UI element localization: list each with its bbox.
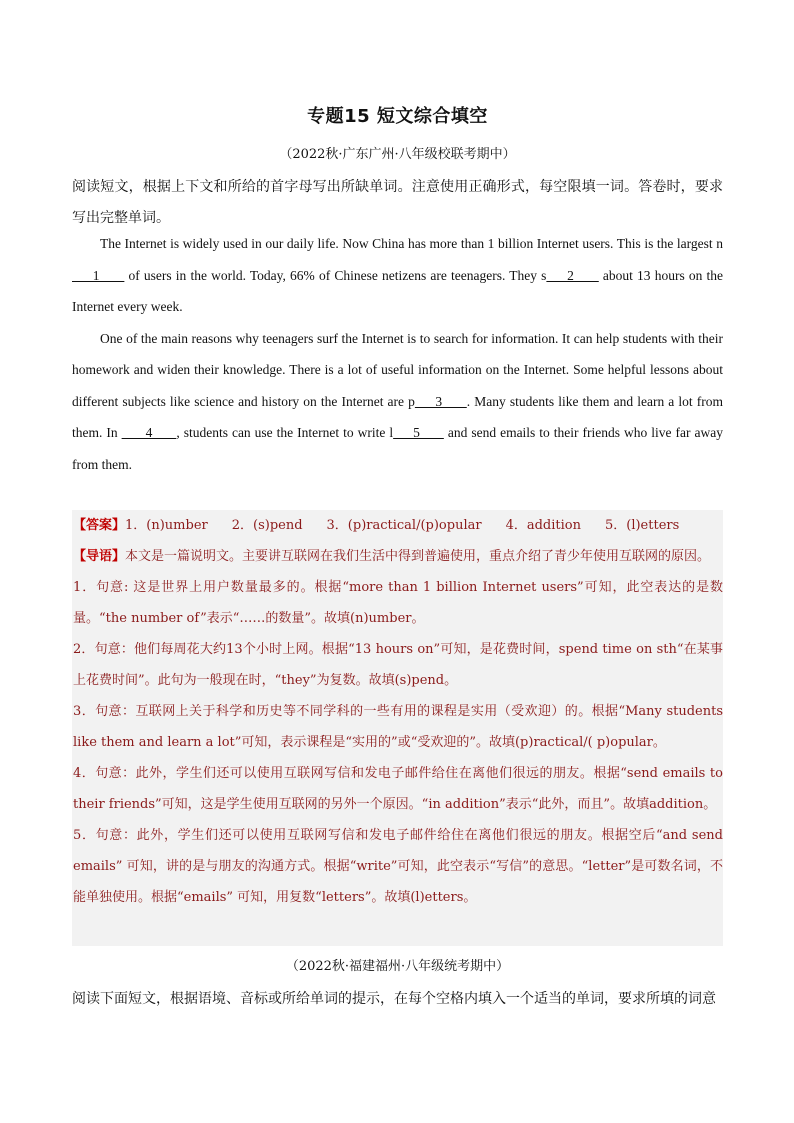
analysis-item-4: 4．句意：此外，学生们还可以使用互联网写信和发电子邮件给住在离他们很远的朋友。根据“send emails to their friends”可知，这是学生使用互联网的另外一个原因。“in addition”表示“此外，而且”。故填addition。 [73, 766, 723, 812]
answer-item: 1．(n)umber [125, 518, 208, 533]
analysis-item-2: 2．句意：他们每周花大约13个小时上网。根据“13 hours on”可知，是花费时间，spend time on sth“在某事上花费时间”。此句为一般现在时，“they”为复数。故填(s)pend。 [73, 642, 723, 688]
blank-2: 2 [546, 267, 599, 283]
answer-item: 5．(l)etters [604, 518, 680, 533]
exam-source: （2022秋·广东广州·八年级校联考期中） [279, 147, 516, 162]
answer-item: 2．(s)pend [231, 518, 303, 533]
passage-paragraph-1: The Internet is widely used in our daily life. Now China has more than 1 billion Internet users. This is the largest n 1 of users in the world. Today, 66% of Chinese netizens are teenagers. They s 2 about 13 hours on the Internet every week. [72, 236, 723, 314]
analysis-list [72, 572, 723, 913]
answer-list [72, 510, 723, 541]
blank-5: 5 [393, 425, 444, 440]
analysis-item-3: 3．句意：互联网上关于科学和历史等不同学科的一些有用的课程是实用（受欢迎）的。根据“Many students like them and learn a lot”可知，表示课程是“实用的”或“受欢迎的”。故填(p)ractical/( p)opular。 [73, 704, 723, 750]
page-title: 专题15 短文综合填空 [307, 106, 488, 127]
answer-section [72, 510, 723, 946]
analysis-item-5: 5．句意：此外，学生们还可以使用互联网写信和发电子邮件给住在离他们很远的朋友。根据空后“and send emails” 可知，讲的是与朋友的沟通方式。根据“write”可知，此空表示“写信”的意思。“letter”是可数名词，不能单独使用。根据“emails” 可知，用复数“letters”。故填(l)etters。 [73, 828, 723, 905]
answer-item: 3．(p)ractical/(p)opular [326, 518, 482, 533]
blank-3: 3 [414, 393, 467, 409]
blank-1: 1 [72, 267, 125, 283]
analysis-item-1: 1．句意: 这是世界上用户数量最多的。根据“more than 1 billion Internet users”可知，此空表达的是数量。“the number of”表示“……的数量”。故填(n)umber。 [73, 580, 723, 626]
guide-label: 【导语】 [73, 549, 126, 564]
answer-item: 4．addition [505, 518, 581, 533]
blank-4: 4 [121, 425, 177, 440]
reading-passage [72, 228, 723, 480]
answer-label: 【答案】 [73, 518, 126, 533]
passage-paragraph-2: One of the main reasons why teenagers surf the Internet is to search for information. It can help students with their homework and widen their knowledge. There is a lot of useful information on the Internet. Some helpful lessons about different subjects like science and history on the Internet are p 3 . Many students like them and learn a lot from them. In 4 , students can use the Internet to write l 5 and send emails to their friends who live far away from them. [72, 330, 723, 472]
exam-source-2: （2022秋·福建福州·八年级统考期中） [285, 959, 510, 974]
instruction-text-2: 阅读下面短文，根据语境、音标或所给单词的提示，在每个空格内填入一个适当的单词，要求所填的词意 [72, 991, 716, 1007]
guide-text: 【导语】本文是一篇说明文。主要讲互联网在我们生活中得到普遍使用，重点介绍了青少年使用互联网的原因。 [73, 549, 711, 564]
instruction-text: 阅读短文，根据上下文和所给的首字母写出所缺单词。注意使用正确形式，每空限填一词。答卷时，要求写出完整单词。 [72, 179, 723, 226]
